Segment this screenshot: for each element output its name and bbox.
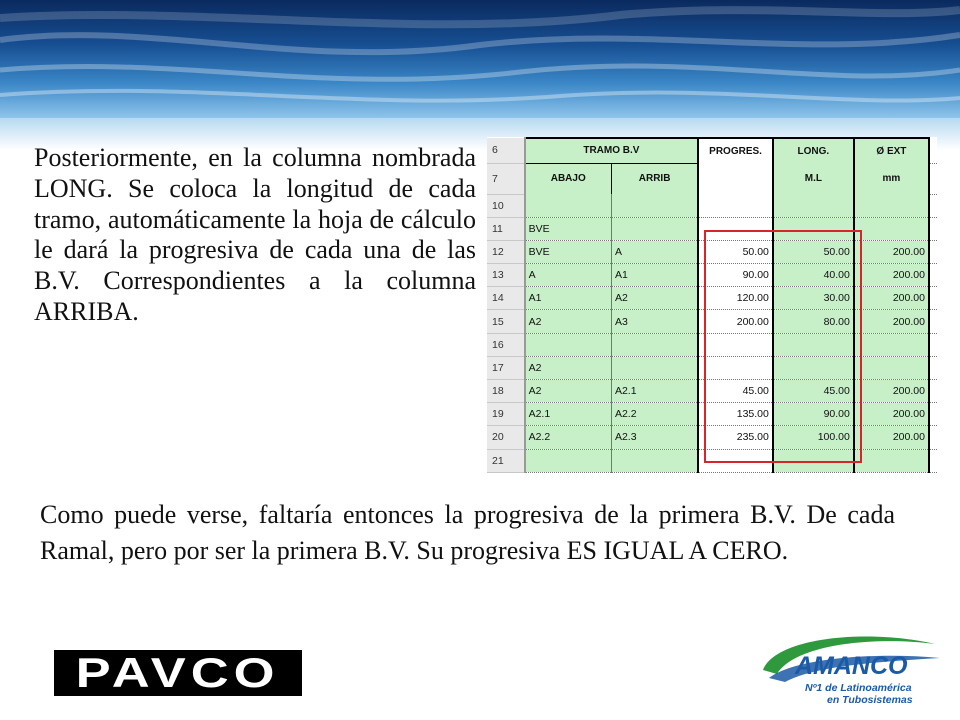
long-cell: 45.00 [773,380,854,403]
row-number: 19 [487,403,525,426]
long-unit-header: M.L [773,163,854,194]
spreadsheet-excerpt [487,137,937,477]
ext-cell [854,217,929,240]
ext-cell: 200.00 [854,310,929,333]
long-cell [773,356,854,379]
arrib-cell [611,356,698,379]
row-number: 14 [487,287,525,310]
tramo-header: TRAMO B.V [525,138,699,163]
long-cell: 90.00 [773,403,854,426]
row-number: 16 [487,333,525,356]
row-number: 10 [487,194,525,217]
progres-cell: 120.00 [698,287,773,310]
long-cell: 80.00 [773,310,854,333]
row-number: 11 [487,217,525,240]
amanco-logo [755,628,945,718]
ext-cell [854,449,929,472]
arrib-cell [611,333,698,356]
progres-cell [698,449,773,472]
ext-cell: 200.00 [854,287,929,310]
ext-unit-header: mm [854,163,929,194]
row-number: 7 [487,163,525,194]
abajo-cell: BVE [525,217,612,240]
long-header: LONG. [773,138,854,163]
row-number: 15 [487,310,525,333]
long-cell: 50.00 [773,240,854,263]
arrib-cell: A1 [611,264,698,287]
note-paragraph: Como puede verse, faltaría entonces la progresiva de la primera B.V. De cada Ramal, pero por ser la primera B.V. Su progresiva ES IGUAL A CERO. [40,500,895,565]
amanco-tagline: Nº1 de Latinoamérica en Tubosistemas [805,682,913,706]
ext-cell: 200.00 [854,426,929,449]
table-row [487,264,937,287]
abajo-cell [525,449,612,472]
table-row [487,287,937,310]
ext-cell: 200.00 [854,264,929,287]
ext-header: Ø EXT [854,138,929,163]
arrib-cell: A2.1 [611,380,698,403]
amanco-wordmark: AMANCO [795,652,908,680]
ext-cell [854,333,929,356]
ext-cell [854,194,929,217]
progres-cell: 50.00 [698,240,773,263]
abajo-header: ABAJO [525,163,612,194]
abajo-cell [525,333,612,356]
long-cell [773,449,854,472]
table-row [487,449,937,472]
header-row-7 [487,163,937,194]
ext-cell: 200.00 [854,380,929,403]
abajo-cell: A2 [525,356,612,379]
table-row [487,194,937,217]
table-row [487,426,937,449]
ext-cell: 200.00 [854,240,929,263]
abajo-cell: A [525,264,612,287]
arrib-cell: A3 [611,310,698,333]
progres-cell: 235.00 [698,426,773,449]
header-row-6 [487,138,937,163]
abajo-cell: A2 [525,310,612,333]
ext-cell: 200.00 [854,403,929,426]
progres-cell [698,217,773,240]
progres-cell: 45.00 [698,380,773,403]
abajo-cell: A1 [525,287,612,310]
arrib-cell: A2 [611,287,698,310]
progres-cell [698,333,773,356]
long-cell [773,333,854,356]
progres-cell: 200.00 [698,310,773,333]
row-number: 6 [487,138,525,163]
arrib-header: ARRIB [611,163,698,194]
progres-cell: 135.00 [698,403,773,426]
long-cell: 30.00 [773,287,854,310]
arrib-cell [611,449,698,472]
abajo-cell: A2 [525,380,612,403]
long-cell: 100.00 [773,426,854,449]
row-number: 20 [487,426,525,449]
water-banner [0,0,960,150]
table-row [487,240,937,263]
progres-cell [698,356,773,379]
pavco-wordmark: PAVCO [76,649,280,696]
table-row [487,356,937,379]
table-row [487,380,937,403]
pavco-logo [54,650,302,696]
row-number: 12 [487,240,525,263]
long-cell: 40.00 [773,264,854,287]
row-number: 17 [487,356,525,379]
table-row [487,333,937,356]
arrib-cell [611,217,698,240]
table-row [487,217,937,240]
progres-cell: 90.00 [698,264,773,287]
progres-header: PROGRES. [698,138,773,163]
row-number: 21 [487,449,525,472]
table-row [487,403,937,426]
row-number: 13 [487,264,525,287]
long-cell [773,194,854,217]
water-waves [0,0,960,150]
abajo-cell [525,194,612,217]
ext-cell [854,356,929,379]
abajo-cell: BVE [525,240,612,263]
long-cell [773,217,854,240]
arrib-cell: A2.2 [611,403,698,426]
abajo-cell: A2.2 [525,426,612,449]
explanation-paragraph: Posteriormente, en la columna nombrada LONG. Se coloca la longitud de cada tramo, automáticamente la hoja de cálculo le dará la progresiva de cada una de las B.V. Correspondientes a la columna ARRIBA. [34,143,476,326]
arrib-cell: A2.3 [611,426,698,449]
arrib-cell [611,194,698,217]
table-row [487,310,937,333]
abajo-cell: A2.1 [525,403,612,426]
progres-cell [698,194,773,217]
row-number: 18 [487,380,525,403]
arrib-cell: A [611,240,698,263]
